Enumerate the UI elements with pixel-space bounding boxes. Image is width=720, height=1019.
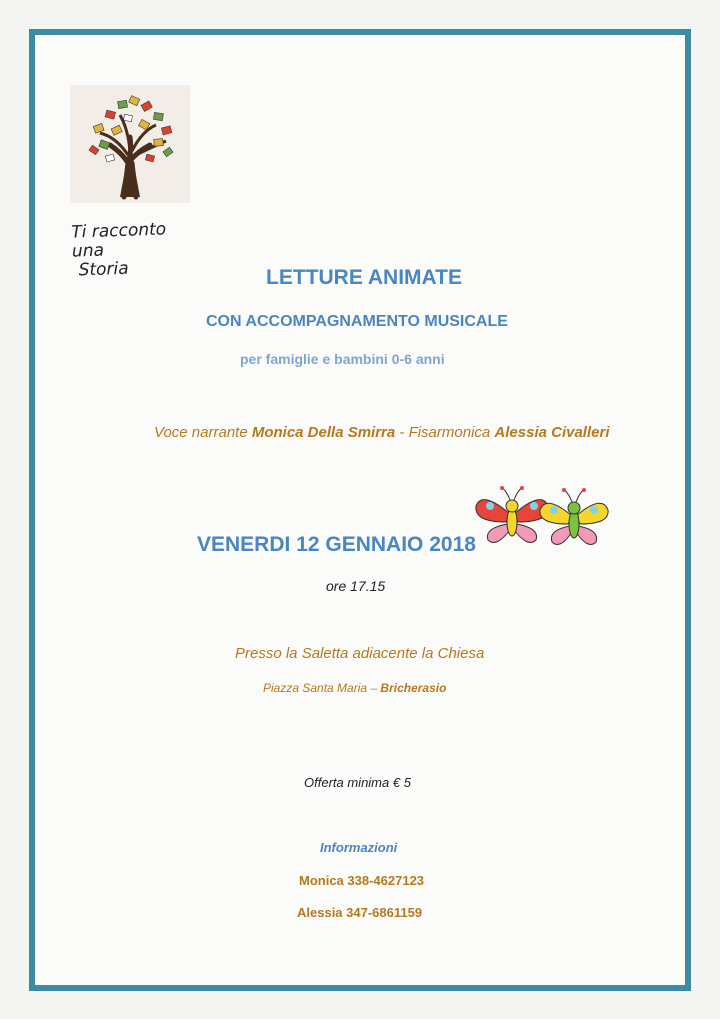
event-address: [263, 681, 446, 695]
minimum-offer: Offerta minima € 5: [304, 775, 411, 790]
narrator-name: Monica Della Smirra: [251, 424, 396, 441]
event-credits: [154, 424, 610, 441]
narrator-prefix: Voce narrante: [154, 424, 252, 441]
logo-handwritten-caption: Ti racconto una Storia: [70, 219, 167, 281]
event-time: ore 17.15: [326, 578, 386, 594]
event-audience: per famiglie e bambini 0-6 anni: [240, 351, 445, 367]
event-subtitle: CON ACCOMPAGNAMENTO MUSICALE: [206, 313, 508, 330]
butterflies-illustration: [472, 484, 612, 561]
contact-monica: Monica 338-4627123: [299, 873, 425, 888]
credits-separator: - Fisarmonica: [395, 424, 495, 441]
event-venue: Presso la Saletta adiacente la Chiesa: [235, 645, 485, 662]
musician-name: Alessia Civalleri: [494, 424, 610, 441]
address-town: Bricherasio: [380, 681, 447, 695]
address-street: Piazza Santa Maria –: [263, 681, 381, 695]
event-title: LETTURE ANIMATE: [266, 266, 462, 289]
event-date: VENERDI 12 GENNAIO 2018: [197, 533, 476, 556]
info-heading: Informazioni: [320, 840, 398, 855]
contact-alessia: Alessia 347-6861159: [297, 905, 423, 920]
book-tree-logo: [70, 85, 190, 203]
